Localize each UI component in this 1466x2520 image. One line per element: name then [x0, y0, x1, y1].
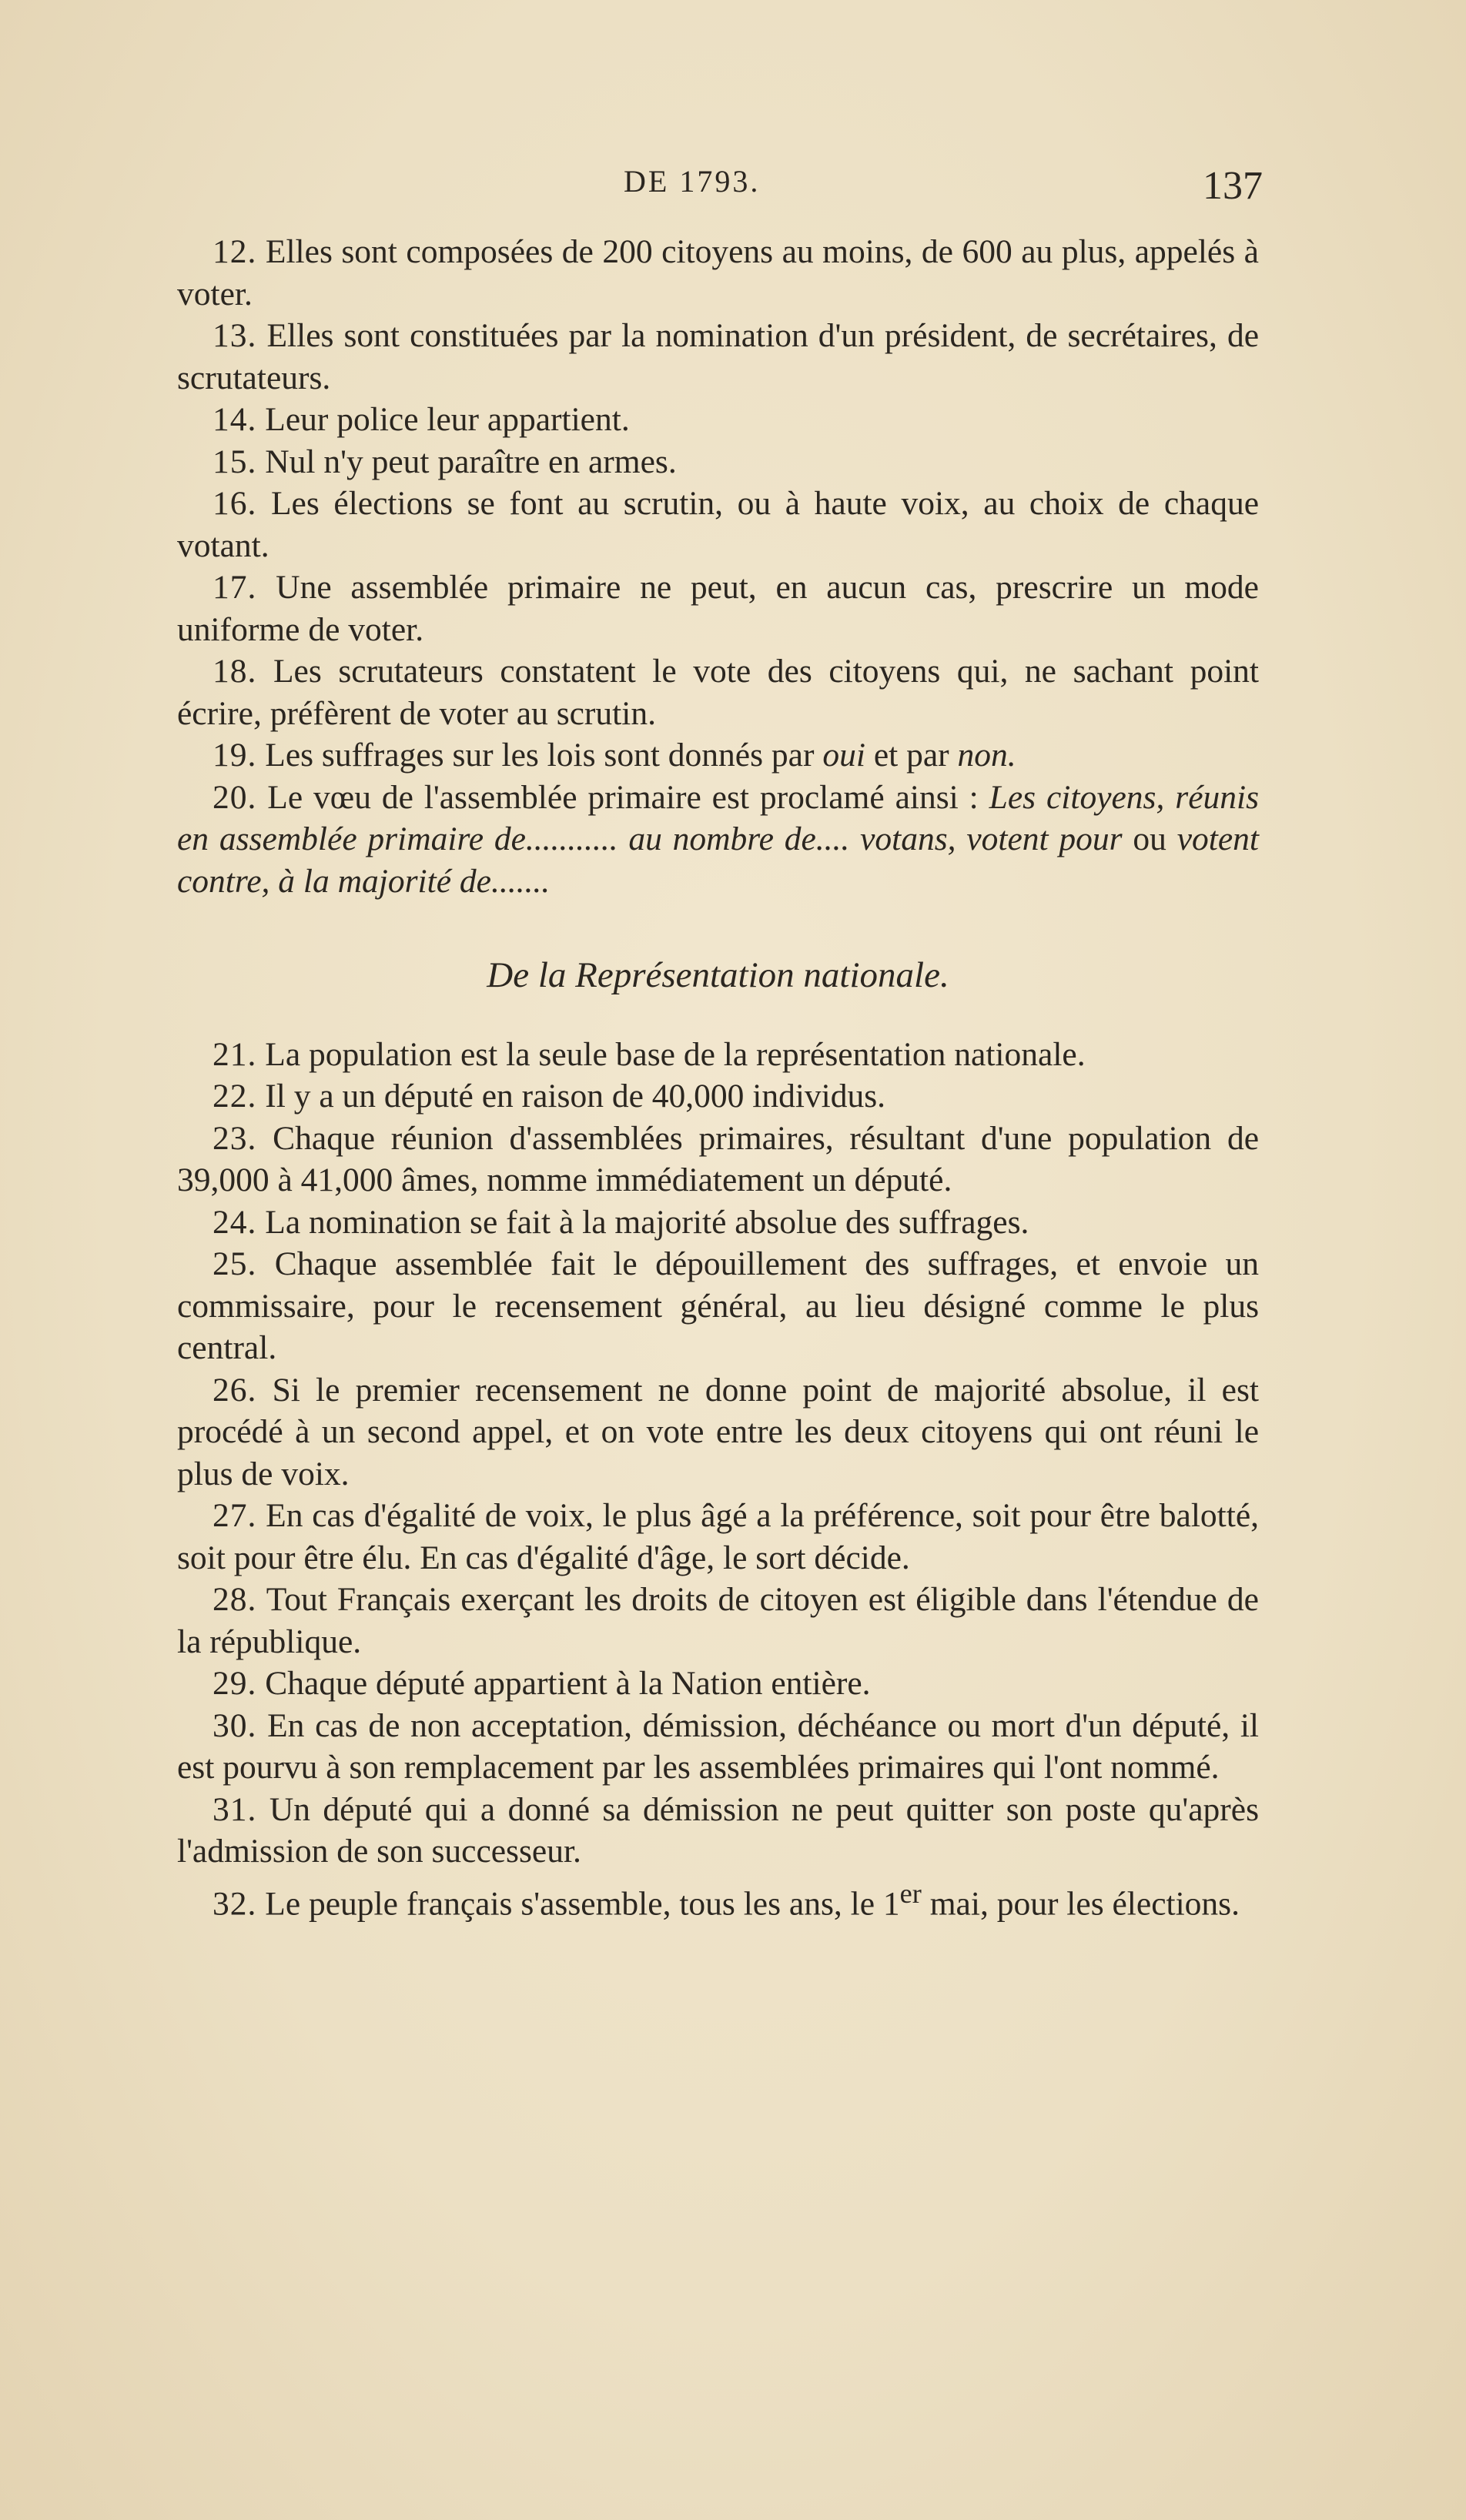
article-number: 23. — [213, 1119, 257, 1157]
article-18 — [177, 650, 1259, 734]
article-text: La population est la seule base de la représentation nationale. — [265, 1035, 1086, 1073]
article-21 — [177, 1034, 1259, 1076]
article-number: 25. — [213, 1245, 257, 1282]
article-text: Le vœu de l'assemblée primaire est proclamé ainsi : — [267, 778, 979, 816]
article-number: 14. — [213, 401, 257, 438]
article-15 — [177, 441, 1259, 483]
article-14 — [177, 399, 1259, 441]
ordinal-superscript: er — [899, 1877, 922, 1909]
article-text: En cas d'égalité de voix, le plus âgé a la préférence, soit pour être balotté, soit pour être élu. En cas d'égalité d'âge, le sort décide. — [177, 1497, 1260, 1576]
article-text: Une assemblée primaire ne peut, en aucun cas, prescrire un mode uniforme de voter. — [177, 569, 1259, 648]
article-23 — [177, 1118, 1259, 1202]
article-text: Il y a un député en raison de 40,000 individus. — [265, 1078, 886, 1115]
article-22 — [177, 1075, 1259, 1118]
article-20 — [177, 777, 1259, 903]
proclamation-formula: Les citoyens, réunis en assemblée primaire de........... au nombre de.... votans, votent pour — [177, 778, 1260, 857]
article-text: Tout Français exerçant les droits de citoyen est éligible dans l'étendue de la république. — [177, 1581, 1259, 1660]
section-title: De la Représentation nationale. — [487, 955, 949, 995]
word-non: non. — [957, 737, 1016, 774]
article-text: Un député qui a donné sa démission ne peut quitter son poste qu'après l'admission de son successeur. — [177, 1790, 1260, 1870]
article-text: Elles sont composées de 200 citoyens au moins, de 600 au plus, appelés à voter. — [177, 233, 1259, 312]
page-header — [177, 163, 1263, 217]
article-text: Chaque assemblée fait le dépouillement des suffrages, et envoie un commissaire, pour le recensement général, au lieu désigné comme le plus central. — [177, 1245, 1259, 1366]
article-number: 20. — [213, 778, 257, 816]
article-number: 15. — [213, 443, 257, 480]
article-16 — [177, 483, 1259, 566]
article-17 — [177, 566, 1259, 650]
article-number: 22. — [213, 1078, 257, 1115]
article-number: 29. — [213, 1665, 257, 1702]
page-number: 137 — [1203, 164, 1263, 208]
article-number: 26. — [213, 1371, 257, 1409]
article-number: 13. — [213, 317, 257, 354]
article-text: Les élections se font au scrutin, ou à haute voix, au choix de chaque votant. — [177, 485, 1260, 564]
article-text: Si le premier recensement ne donne point de majorité absolue, il est procédé à un second appel, et on vote entre les deux citoyens qui ont réuni le plus de voix. — [177, 1371, 1260, 1492]
article-text: Leur police leur appartient. — [265, 401, 630, 438]
page-body — [177, 231, 1259, 1925]
running-head: DE 1793. — [624, 164, 761, 199]
article-12 — [177, 231, 1259, 315]
article-number: 18. — [213, 653, 257, 690]
word-oui: oui — [822, 737, 865, 774]
article-text: La nomination se fait à la majorité absolue des suffrages. — [265, 1203, 1029, 1241]
article-number: 32. — [213, 1885, 257, 1922]
article-number: 16. — [213, 485, 257, 522]
article-28 — [177, 1579, 1259, 1663]
article-number: 28. — [213, 1581, 257, 1618]
article-31 — [177, 1789, 1259, 1873]
article-30 — [177, 1705, 1259, 1789]
article-text: mai, pour les élections. — [929, 1885, 1240, 1922]
article-text: Le peuple français s'assemble, tous les ans, le 1 — [265, 1885, 900, 1922]
article-text: Les scrutateurs constatent le vote des citoyens qui, ne sachant point écrire, préfèrent de voter au scrutin. — [177, 653, 1260, 732]
article-text: Chaque réunion d'assemblées primaires, résultant d'une population de 39,000 à 41,000 âmes, nomme immédiatement un député. — [177, 1119, 1260, 1198]
article-24 — [177, 1202, 1259, 1244]
article-number: 17. — [213, 569, 257, 606]
article-number: 31. — [213, 1790, 257, 1828]
article-32 — [177, 1873, 1259, 1925]
article-25 — [177, 1243, 1259, 1369]
article-number: 12. — [213, 233, 257, 270]
article-number: 27. — [213, 1497, 257, 1534]
article-number: 19. — [213, 737, 257, 774]
article-19 — [177, 734, 1259, 777]
article-text: Elles sont constituées par la nomination d'un président, de secrétaires, de scrutateurs. — [177, 317, 1259, 396]
article-text: Chaque député appartient à la Nation entière. — [265, 1665, 871, 1702]
conjunction-ou: ou — [1133, 821, 1166, 857]
article-29 — [177, 1663, 1259, 1705]
article-13 — [177, 315, 1259, 399]
article-26 — [177, 1369, 1259, 1496]
article-27 — [177, 1495, 1259, 1579]
article-text: Les suffrages sur les lois sont donnés par — [265, 737, 815, 774]
proclamation-formula-end: votent contre, à la majorité de....... — [177, 821, 1260, 900]
article-text: Nul n'y peut paraître en armes. — [265, 443, 677, 480]
article-number: 21. — [213, 1035, 257, 1073]
article-text: En cas de non acceptation, démission, déchéance ou mort d'un député, il est pourvu à son remplacement par les assemblées primaires qui l'ont nommé. — [177, 1706, 1259, 1786]
article-number: 24. — [213, 1203, 257, 1241]
article-number: 30. — [213, 1706, 257, 1744]
article-text: et par — [873, 737, 949, 774]
